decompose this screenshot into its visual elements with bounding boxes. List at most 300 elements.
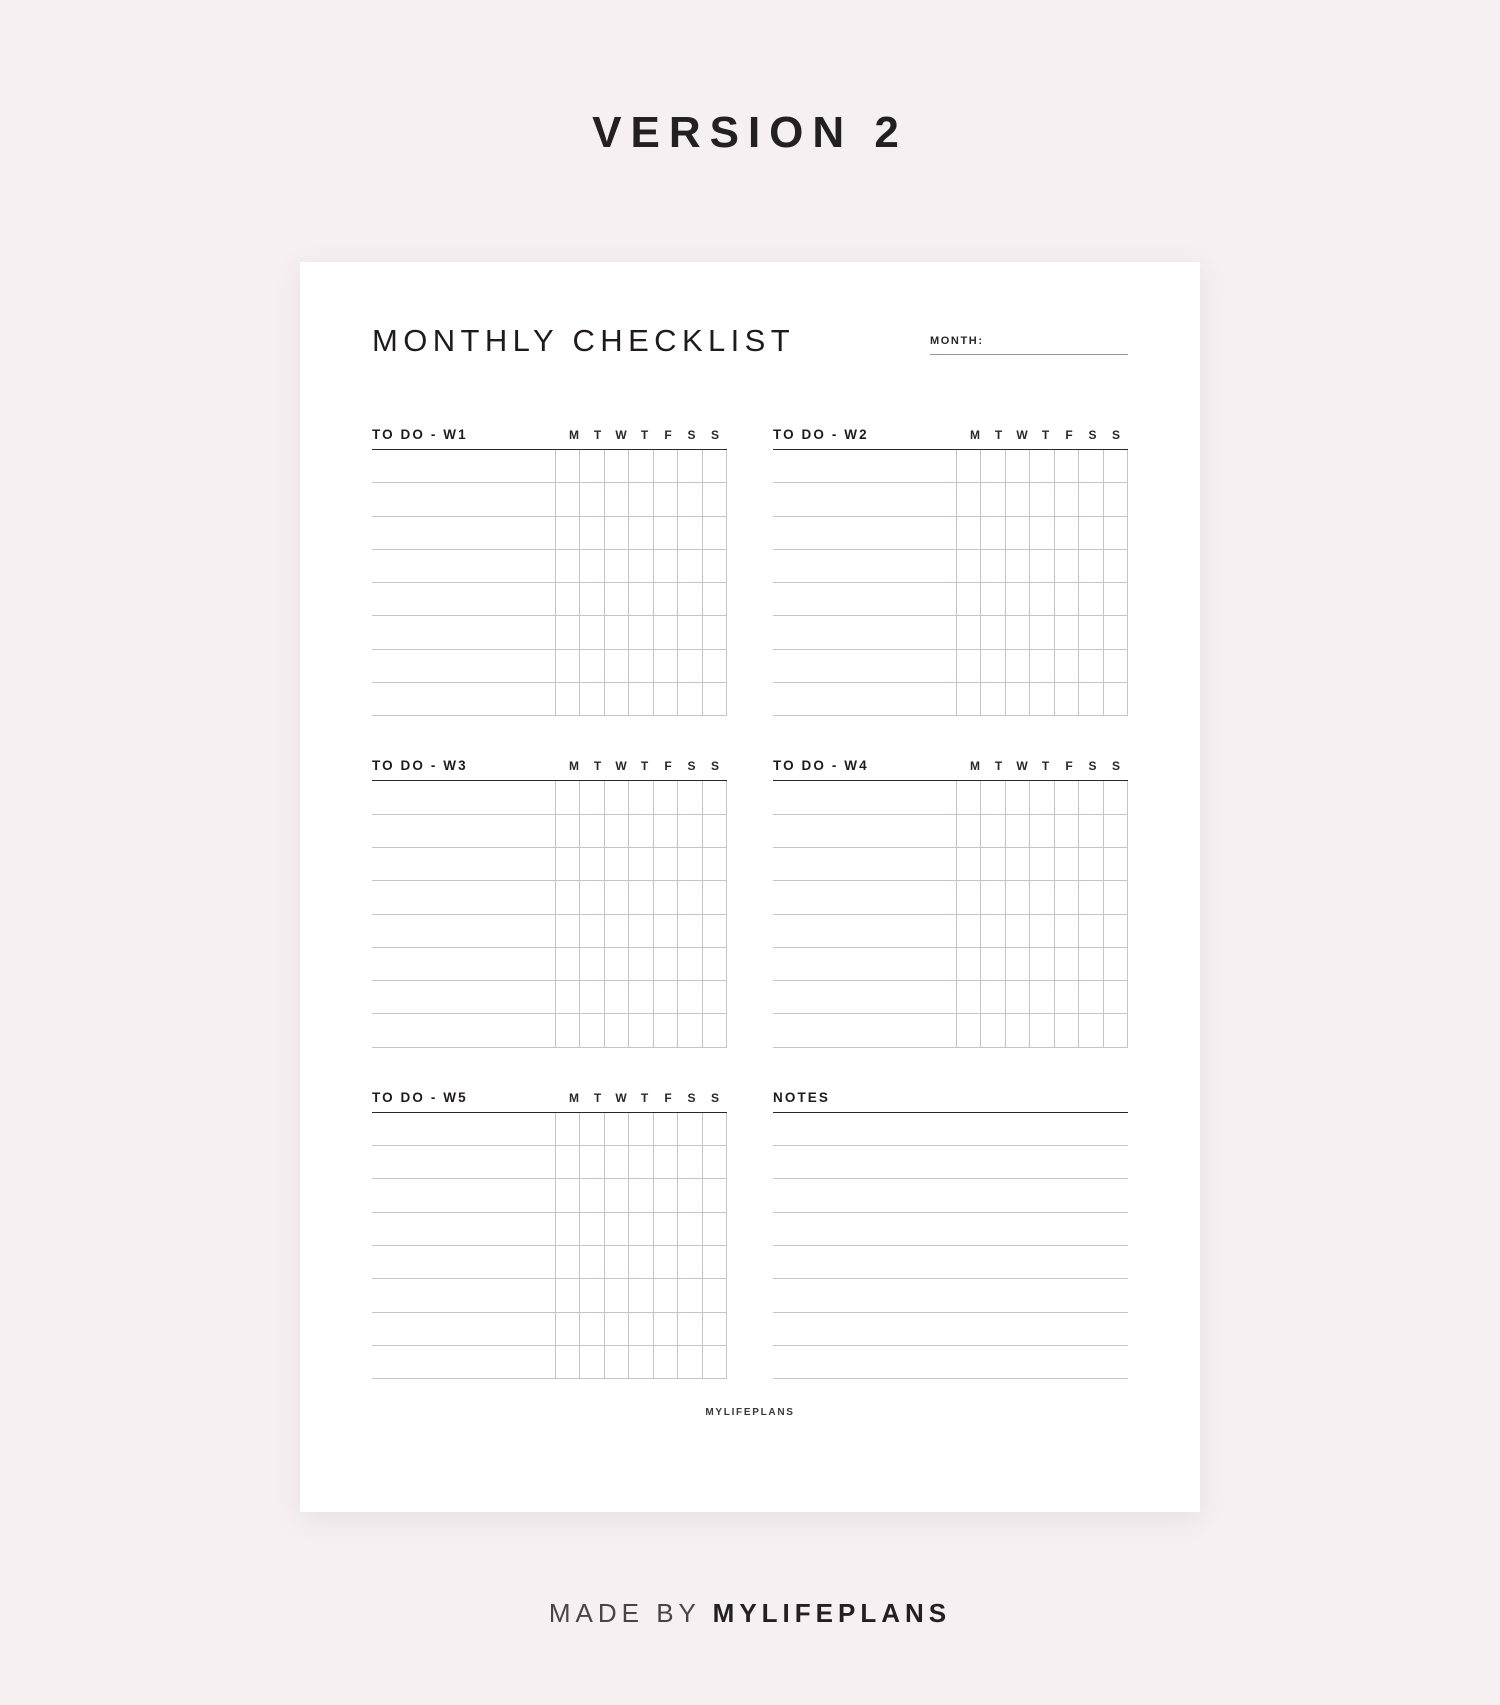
- table-row[interactable]: [372, 517, 727, 550]
- checkbox-cell-mon[interactable]: [555, 1146, 580, 1178]
- checkbox-cell-sun[interactable]: [1103, 650, 1129, 682]
- checkbox-cell-wed[interactable]: [604, 1346, 629, 1378]
- month-field[interactable]: [930, 335, 1128, 355]
- checkbox-cell-thu[interactable]: [628, 1346, 653, 1378]
- checkbox-cell-wed[interactable]: [604, 1146, 629, 1178]
- checkbox-cell-tue[interactable]: [980, 781, 1005, 813]
- checkbox-cell-tue[interactable]: [579, 1014, 604, 1046]
- checkbox-cell-wed[interactable]: [604, 1246, 629, 1278]
- checkbox-cell-fri[interactable]: [653, 1213, 678, 1245]
- checkbox-cell-fri[interactable]: [1054, 450, 1079, 482]
- checkbox-cell-mon[interactable]: [555, 1313, 580, 1345]
- checkbox-cell-mon[interactable]: [956, 550, 981, 582]
- task-input[interactable]: [372, 1014, 555, 1046]
- checkbox-cell-fri[interactable]: [653, 517, 678, 549]
- checkbox-cell-tue[interactable]: [980, 650, 1005, 682]
- checkbox-cell-fri[interactable]: [653, 1179, 678, 1211]
- checkbox-cell-fri[interactable]: [653, 1014, 678, 1046]
- checkbox-cell-sat[interactable]: [677, 815, 702, 847]
- checkbox-cell-sat[interactable]: [677, 450, 702, 482]
- checkbox-cell-fri[interactable]: [1054, 616, 1079, 648]
- checkbox-cell-thu[interactable]: [628, 1313, 653, 1345]
- task-input[interactable]: [372, 1346, 555, 1378]
- checkbox-cell-fri[interactable]: [653, 981, 678, 1013]
- checkbox-cell-sun[interactable]: [702, 881, 728, 913]
- checkbox-cell-wed[interactable]: [604, 948, 629, 980]
- checkbox-cell-sat[interactable]: [1078, 550, 1103, 582]
- checkbox-cell-thu[interactable]: [628, 483, 653, 515]
- task-input[interactable]: [372, 881, 555, 913]
- checkbox-cell-wed[interactable]: [1005, 848, 1030, 880]
- task-input[interactable]: [773, 981, 956, 1013]
- checkbox-cell-tue[interactable]: [980, 1014, 1005, 1046]
- table-row[interactable]: [773, 650, 1128, 683]
- checkbox-cell-sun[interactable]: [702, 1146, 728, 1178]
- checkbox-cell-wed[interactable]: [1005, 450, 1030, 482]
- table-row[interactable]: [372, 583, 727, 616]
- table-row[interactable]: [372, 1313, 727, 1346]
- task-input[interactable]: [372, 1279, 555, 1311]
- table-row[interactable]: [372, 848, 727, 881]
- table-row[interactable]: [773, 683, 1128, 716]
- checkbox-cell-mon[interactable]: [555, 781, 580, 813]
- checkbox-cell-fri[interactable]: [1054, 881, 1079, 913]
- checkbox-cell-mon[interactable]: [956, 1014, 981, 1046]
- checkbox-cell-tue[interactable]: [579, 1146, 604, 1178]
- table-row[interactable]: [773, 450, 1128, 483]
- checkbox-cell-sat[interactable]: [677, 915, 702, 947]
- note-line[interactable]: [773, 1346, 1128, 1379]
- checkbox-cell-sat[interactable]: [1078, 915, 1103, 947]
- checkbox-cell-mon[interactable]: [956, 781, 981, 813]
- task-input[interactable]: [773, 450, 956, 482]
- checkbox-cell-wed[interactable]: [1005, 683, 1030, 715]
- checkbox-cell-wed[interactable]: [1005, 781, 1030, 813]
- task-input[interactable]: [372, 815, 555, 847]
- checkbox-cell-mon[interactable]: [555, 1179, 580, 1211]
- checkbox-cell-thu[interactable]: [1029, 683, 1054, 715]
- checkbox-cell-wed[interactable]: [1005, 517, 1030, 549]
- checkbox-cell-sun[interactable]: [702, 483, 728, 515]
- checkbox-cell-thu[interactable]: [1029, 881, 1054, 913]
- task-input[interactable]: [773, 650, 956, 682]
- task-input[interactable]: [773, 683, 956, 715]
- checkbox-cell-thu[interactable]: [628, 848, 653, 880]
- checkbox-cell-thu[interactable]: [628, 1014, 653, 1046]
- checkbox-cell-mon[interactable]: [555, 650, 580, 682]
- task-input[interactable]: [773, 781, 956, 813]
- checkbox-cell-sat[interactable]: [677, 1279, 702, 1311]
- task-input[interactable]: [773, 815, 956, 847]
- table-row[interactable]: [773, 550, 1128, 583]
- task-input[interactable]: [372, 450, 555, 482]
- checkbox-cell-sun[interactable]: [702, 583, 728, 615]
- checkbox-cell-wed[interactable]: [604, 483, 629, 515]
- checkbox-cell-sun[interactable]: [702, 1246, 728, 1278]
- checkbox-cell-sun[interactable]: [702, 1179, 728, 1211]
- note-line[interactable]: [773, 1213, 1128, 1246]
- checkbox-cell-mon[interactable]: [956, 948, 981, 980]
- checkbox-cell-tue[interactable]: [980, 815, 1005, 847]
- checkbox-cell-tue[interactable]: [579, 948, 604, 980]
- table-row[interactable]: [773, 616, 1128, 649]
- checkbox-cell-thu[interactable]: [628, 948, 653, 980]
- checkbox-cell-sun[interactable]: [702, 781, 728, 813]
- checkbox-cell-mon[interactable]: [555, 1279, 580, 1311]
- table-row[interactable]: [773, 848, 1128, 881]
- table-row[interactable]: [372, 1279, 727, 1312]
- checkbox-cell-wed[interactable]: [604, 1279, 629, 1311]
- checkbox-cell-mon[interactable]: [555, 517, 580, 549]
- table-row[interactable]: [773, 948, 1128, 981]
- checkbox-cell-sun[interactable]: [702, 1279, 728, 1311]
- task-input[interactable]: [372, 981, 555, 1013]
- checkbox-cell-mon[interactable]: [555, 948, 580, 980]
- task-input[interactable]: [773, 1014, 956, 1046]
- checkbox-cell-mon[interactable]: [555, 1014, 580, 1046]
- checkbox-cell-mon[interactable]: [956, 881, 981, 913]
- checkbox-cell-fri[interactable]: [653, 1113, 678, 1145]
- checkbox-cell-tue[interactable]: [579, 1246, 604, 1278]
- table-row[interactable]: [372, 1246, 727, 1279]
- task-input[interactable]: [372, 483, 555, 515]
- table-row[interactable]: [372, 915, 727, 948]
- checkbox-cell-mon[interactable]: [555, 1113, 580, 1145]
- checkbox-cell-sat[interactable]: [1078, 881, 1103, 913]
- checkbox-cell-sun[interactable]: [702, 517, 728, 549]
- checkbox-cell-tue[interactable]: [980, 981, 1005, 1013]
- checkbox-cell-thu[interactable]: [628, 583, 653, 615]
- checkbox-cell-thu[interactable]: [1029, 981, 1054, 1013]
- checkbox-cell-tue[interactable]: [579, 483, 604, 515]
- checkbox-cell-thu[interactable]: [628, 550, 653, 582]
- checkbox-cell-sat[interactable]: [677, 881, 702, 913]
- checkbox-cell-wed[interactable]: [1005, 915, 1030, 947]
- checkbox-cell-tue[interactable]: [980, 583, 1005, 615]
- checkbox-cell-wed[interactable]: [604, 915, 629, 947]
- checkbox-cell-mon[interactable]: [956, 815, 981, 847]
- checkbox-cell-mon[interactable]: [956, 848, 981, 880]
- checkbox-cell-fri[interactable]: [1054, 815, 1079, 847]
- checkbox-cell-mon[interactable]: [555, 848, 580, 880]
- checkbox-cell-wed[interactable]: [1005, 1014, 1030, 1046]
- checkbox-cell-mon[interactable]: [555, 483, 580, 515]
- checkbox-cell-wed[interactable]: [604, 1213, 629, 1245]
- checkbox-cell-wed[interactable]: [604, 815, 629, 847]
- task-input[interactable]: [372, 1313, 555, 1345]
- checkbox-cell-tue[interactable]: [579, 683, 604, 715]
- table-row[interactable]: [372, 683, 727, 716]
- table-row[interactable]: [372, 1179, 727, 1212]
- checkbox-cell-tue[interactable]: [579, 583, 604, 615]
- checkbox-cell-wed[interactable]: [1005, 483, 1030, 515]
- checkbox-cell-wed[interactable]: [604, 616, 629, 648]
- task-input[interactable]: [773, 583, 956, 615]
- checkbox-cell-fri[interactable]: [1054, 848, 1079, 880]
- checkbox-cell-mon[interactable]: [956, 915, 981, 947]
- checkbox-cell-mon[interactable]: [555, 981, 580, 1013]
- checkbox-cell-wed[interactable]: [604, 450, 629, 482]
- note-line[interactable]: [773, 1113, 1128, 1146]
- checkbox-cell-sat[interactable]: [677, 848, 702, 880]
- checkbox-cell-sat[interactable]: [677, 583, 702, 615]
- checkbox-cell-sun[interactable]: [1103, 616, 1129, 648]
- checkbox-cell-sat[interactable]: [1078, 815, 1103, 847]
- checkbox-cell-thu[interactable]: [1029, 450, 1054, 482]
- checkbox-cell-sat[interactable]: [1078, 981, 1103, 1013]
- task-input[interactable]: [773, 848, 956, 880]
- task-input[interactable]: [372, 1146, 555, 1178]
- checkbox-cell-wed[interactable]: [604, 1014, 629, 1046]
- checkbox-cell-sun[interactable]: [1103, 815, 1129, 847]
- checkbox-cell-tue[interactable]: [579, 517, 604, 549]
- table-row[interactable]: [372, 616, 727, 649]
- table-row[interactable]: [773, 483, 1128, 516]
- checkbox-cell-tue[interactable]: [579, 915, 604, 947]
- note-line[interactable]: [773, 1179, 1128, 1212]
- checkbox-cell-tue[interactable]: [980, 616, 1005, 648]
- checkbox-cell-sun[interactable]: [702, 1313, 728, 1345]
- checkbox-cell-fri[interactable]: [653, 650, 678, 682]
- checkbox-cell-sun[interactable]: [1103, 450, 1129, 482]
- checkbox-cell-thu[interactable]: [1029, 616, 1054, 648]
- checkbox-cell-thu[interactable]: [628, 881, 653, 913]
- checkbox-cell-thu[interactable]: [628, 1279, 653, 1311]
- table-row[interactable]: [372, 450, 727, 483]
- checkbox-cell-fri[interactable]: [653, 1313, 678, 1345]
- checkbox-cell-wed[interactable]: [1005, 881, 1030, 913]
- checkbox-cell-mon[interactable]: [956, 517, 981, 549]
- checkbox-cell-wed[interactable]: [604, 650, 629, 682]
- checkbox-cell-fri[interactable]: [653, 915, 678, 947]
- checkbox-cell-sun[interactable]: [702, 915, 728, 947]
- checkbox-cell-wed[interactable]: [604, 517, 629, 549]
- checkbox-cell-sat[interactable]: [1078, 616, 1103, 648]
- checkbox-cell-mon[interactable]: [555, 1246, 580, 1278]
- table-row[interactable]: [773, 1014, 1128, 1047]
- checkbox-cell-sat[interactable]: [1078, 848, 1103, 880]
- task-input[interactable]: [372, 781, 555, 813]
- checkbox-cell-sun[interactable]: [1103, 583, 1129, 615]
- checkbox-cell-wed[interactable]: [604, 1179, 629, 1211]
- checkbox-cell-sat[interactable]: [1078, 583, 1103, 615]
- checkbox-cell-sun[interactable]: [1103, 915, 1129, 947]
- checkbox-cell-sat[interactable]: [677, 1113, 702, 1145]
- checkbox-cell-wed[interactable]: [1005, 583, 1030, 615]
- checkbox-cell-thu[interactable]: [628, 1179, 653, 1211]
- checkbox-cell-tue[interactable]: [980, 848, 1005, 880]
- checkbox-cell-wed[interactable]: [604, 1113, 629, 1145]
- checkbox-cell-mon[interactable]: [956, 616, 981, 648]
- checkbox-cell-fri[interactable]: [653, 583, 678, 615]
- checkbox-cell-tue[interactable]: [980, 915, 1005, 947]
- checkbox-cell-wed[interactable]: [604, 550, 629, 582]
- checkbox-cell-thu[interactable]: [1029, 915, 1054, 947]
- table-row[interactable]: [773, 583, 1128, 616]
- checkbox-cell-wed[interactable]: [1005, 650, 1030, 682]
- checkbox-cell-sat[interactable]: [1078, 948, 1103, 980]
- checkbox-cell-tue[interactable]: [579, 981, 604, 1013]
- task-input[interactable]: [372, 650, 555, 682]
- table-row[interactable]: [773, 781, 1128, 814]
- checkbox-cell-thu[interactable]: [1029, 583, 1054, 615]
- checkbox-cell-fri[interactable]: [1054, 1014, 1079, 1046]
- task-input[interactable]: [773, 550, 956, 582]
- checkbox-cell-wed[interactable]: [604, 848, 629, 880]
- checkbox-cell-thu[interactable]: [628, 1113, 653, 1145]
- task-input[interactable]: [372, 1113, 555, 1145]
- checkbox-cell-sun[interactable]: [702, 450, 728, 482]
- checkbox-cell-wed[interactable]: [604, 981, 629, 1013]
- month-input-line[interactable]: [930, 354, 1128, 355]
- checkbox-cell-fri[interactable]: [653, 848, 678, 880]
- checkbox-cell-thu[interactable]: [628, 1213, 653, 1245]
- checkbox-cell-wed[interactable]: [604, 583, 629, 615]
- checkbox-cell-fri[interactable]: [653, 550, 678, 582]
- checkbox-cell-sun[interactable]: [702, 1014, 728, 1046]
- checkbox-cell-sat[interactable]: [1078, 650, 1103, 682]
- task-input[interactable]: [372, 517, 555, 549]
- checkbox-cell-fri[interactable]: [653, 948, 678, 980]
- checkbox-cell-sun[interactable]: [702, 550, 728, 582]
- checkbox-cell-thu[interactable]: [628, 450, 653, 482]
- checkbox-cell-mon[interactable]: [956, 683, 981, 715]
- checkbox-cell-thu[interactable]: [628, 781, 653, 813]
- table-row[interactable]: [372, 781, 727, 814]
- checkbox-cell-mon[interactable]: [555, 550, 580, 582]
- checkbox-cell-thu[interactable]: [628, 815, 653, 847]
- checkbox-cell-sun[interactable]: [702, 1346, 728, 1378]
- table-row[interactable]: [773, 517, 1128, 550]
- task-input[interactable]: [773, 915, 956, 947]
- checkbox-cell-wed[interactable]: [1005, 616, 1030, 648]
- checkbox-cell-tue[interactable]: [579, 815, 604, 847]
- table-row[interactable]: [372, 981, 727, 1014]
- checkbox-cell-fri[interactable]: [653, 781, 678, 813]
- checkbox-cell-fri[interactable]: [653, 616, 678, 648]
- checkbox-cell-tue[interactable]: [579, 881, 604, 913]
- task-input[interactable]: [372, 583, 555, 615]
- checkbox-cell-tue[interactable]: [579, 650, 604, 682]
- task-input[interactable]: [773, 616, 956, 648]
- checkbox-cell-mon[interactable]: [956, 483, 981, 515]
- checkbox-cell-fri[interactable]: [1054, 517, 1079, 549]
- checkbox-cell-sun[interactable]: [702, 848, 728, 880]
- note-line[interactable]: [773, 1279, 1128, 1312]
- checkbox-cell-sat[interactable]: [677, 948, 702, 980]
- checkbox-cell-tue[interactable]: [980, 450, 1005, 482]
- checkbox-cell-thu[interactable]: [1029, 483, 1054, 515]
- task-input[interactable]: [372, 848, 555, 880]
- checkbox-cell-thu[interactable]: [628, 683, 653, 715]
- checkbox-cell-sat[interactable]: [677, 781, 702, 813]
- checkbox-cell-sun[interactable]: [702, 1213, 728, 1245]
- task-input[interactable]: [372, 1213, 555, 1245]
- checkbox-cell-sat[interactable]: [677, 1346, 702, 1378]
- checkbox-cell-thu[interactable]: [628, 981, 653, 1013]
- table-row[interactable]: [372, 881, 727, 914]
- table-row[interactable]: [372, 1014, 727, 1047]
- checkbox-cell-fri[interactable]: [1054, 781, 1079, 813]
- checkbox-cell-tue[interactable]: [980, 517, 1005, 549]
- checkbox-cell-fri[interactable]: [653, 815, 678, 847]
- checkbox-cell-tue[interactable]: [980, 948, 1005, 980]
- checkbox-cell-thu[interactable]: [628, 1246, 653, 1278]
- checkbox-cell-fri[interactable]: [1054, 550, 1079, 582]
- checkbox-cell-fri[interactable]: [653, 1346, 678, 1378]
- checkbox-cell-fri[interactable]: [653, 881, 678, 913]
- checkbox-cell-mon[interactable]: [555, 915, 580, 947]
- checkbox-cell-sun[interactable]: [1103, 848, 1129, 880]
- task-input[interactable]: [372, 1179, 555, 1211]
- checkbox-cell-mon[interactable]: [555, 1213, 580, 1245]
- checkbox-cell-sat[interactable]: [677, 483, 702, 515]
- checkbox-cell-sun[interactable]: [1103, 948, 1129, 980]
- checkbox-cell-thu[interactable]: [1029, 815, 1054, 847]
- checkbox-cell-sat[interactable]: [1078, 483, 1103, 515]
- checkbox-cell-tue[interactable]: [579, 616, 604, 648]
- checkbox-cell-mon[interactable]: [555, 881, 580, 913]
- checkbox-cell-sat[interactable]: [1078, 517, 1103, 549]
- note-line[interactable]: [773, 1246, 1128, 1279]
- checkbox-cell-thu[interactable]: [628, 616, 653, 648]
- checkbox-cell-sat[interactable]: [677, 1146, 702, 1178]
- table-row[interactable]: [372, 550, 727, 583]
- checkbox-cell-tue[interactable]: [980, 881, 1005, 913]
- checkbox-cell-sun[interactable]: [702, 948, 728, 980]
- task-input[interactable]: [372, 550, 555, 582]
- checkbox-cell-fri[interactable]: [1054, 915, 1079, 947]
- checkbox-cell-fri[interactable]: [1054, 948, 1079, 980]
- checkbox-cell-thu[interactable]: [1029, 948, 1054, 980]
- task-input[interactable]: [372, 683, 555, 715]
- table-row[interactable]: [773, 915, 1128, 948]
- checkbox-cell-sat[interactable]: [677, 517, 702, 549]
- checkbox-cell-mon[interactable]: [555, 616, 580, 648]
- checkbox-cell-sat[interactable]: [677, 1213, 702, 1245]
- table-row[interactable]: [372, 483, 727, 516]
- table-row[interactable]: [372, 948, 727, 981]
- checkbox-cell-sat[interactable]: [677, 1179, 702, 1211]
- task-input[interactable]: [372, 948, 555, 980]
- checkbox-cell-fri[interactable]: [1054, 683, 1079, 715]
- checkbox-cell-tue[interactable]: [579, 1213, 604, 1245]
- table-row[interactable]: [372, 815, 727, 848]
- checkbox-cell-thu[interactable]: [628, 650, 653, 682]
- checkbox-cell-thu[interactable]: [1029, 1014, 1054, 1046]
- checkbox-cell-tue[interactable]: [579, 450, 604, 482]
- checkbox-cell-sun[interactable]: [702, 981, 728, 1013]
- checkbox-cell-sat[interactable]: [677, 650, 702, 682]
- checkbox-cell-mon[interactable]: [956, 450, 981, 482]
- task-input[interactable]: [372, 616, 555, 648]
- checkbox-cell-wed[interactable]: [604, 881, 629, 913]
- checkbox-cell-sat[interactable]: [677, 1014, 702, 1046]
- checkbox-cell-thu[interactable]: [628, 1146, 653, 1178]
- checkbox-cell-wed[interactable]: [1005, 948, 1030, 980]
- checkbox-cell-sun[interactable]: [1103, 483, 1129, 515]
- checkbox-cell-fri[interactable]: [653, 1246, 678, 1278]
- checkbox-cell-fri[interactable]: [653, 1279, 678, 1311]
- table-row[interactable]: [773, 881, 1128, 914]
- checkbox-cell-mon[interactable]: [555, 450, 580, 482]
- checkbox-cell-mon[interactable]: [555, 1346, 580, 1378]
- checkbox-cell-tue[interactable]: [579, 1113, 604, 1145]
- table-row[interactable]: [372, 1146, 727, 1179]
- table-row[interactable]: [372, 650, 727, 683]
- checkbox-cell-fri[interactable]: [1054, 981, 1079, 1013]
- checkbox-cell-mon[interactable]: [956, 650, 981, 682]
